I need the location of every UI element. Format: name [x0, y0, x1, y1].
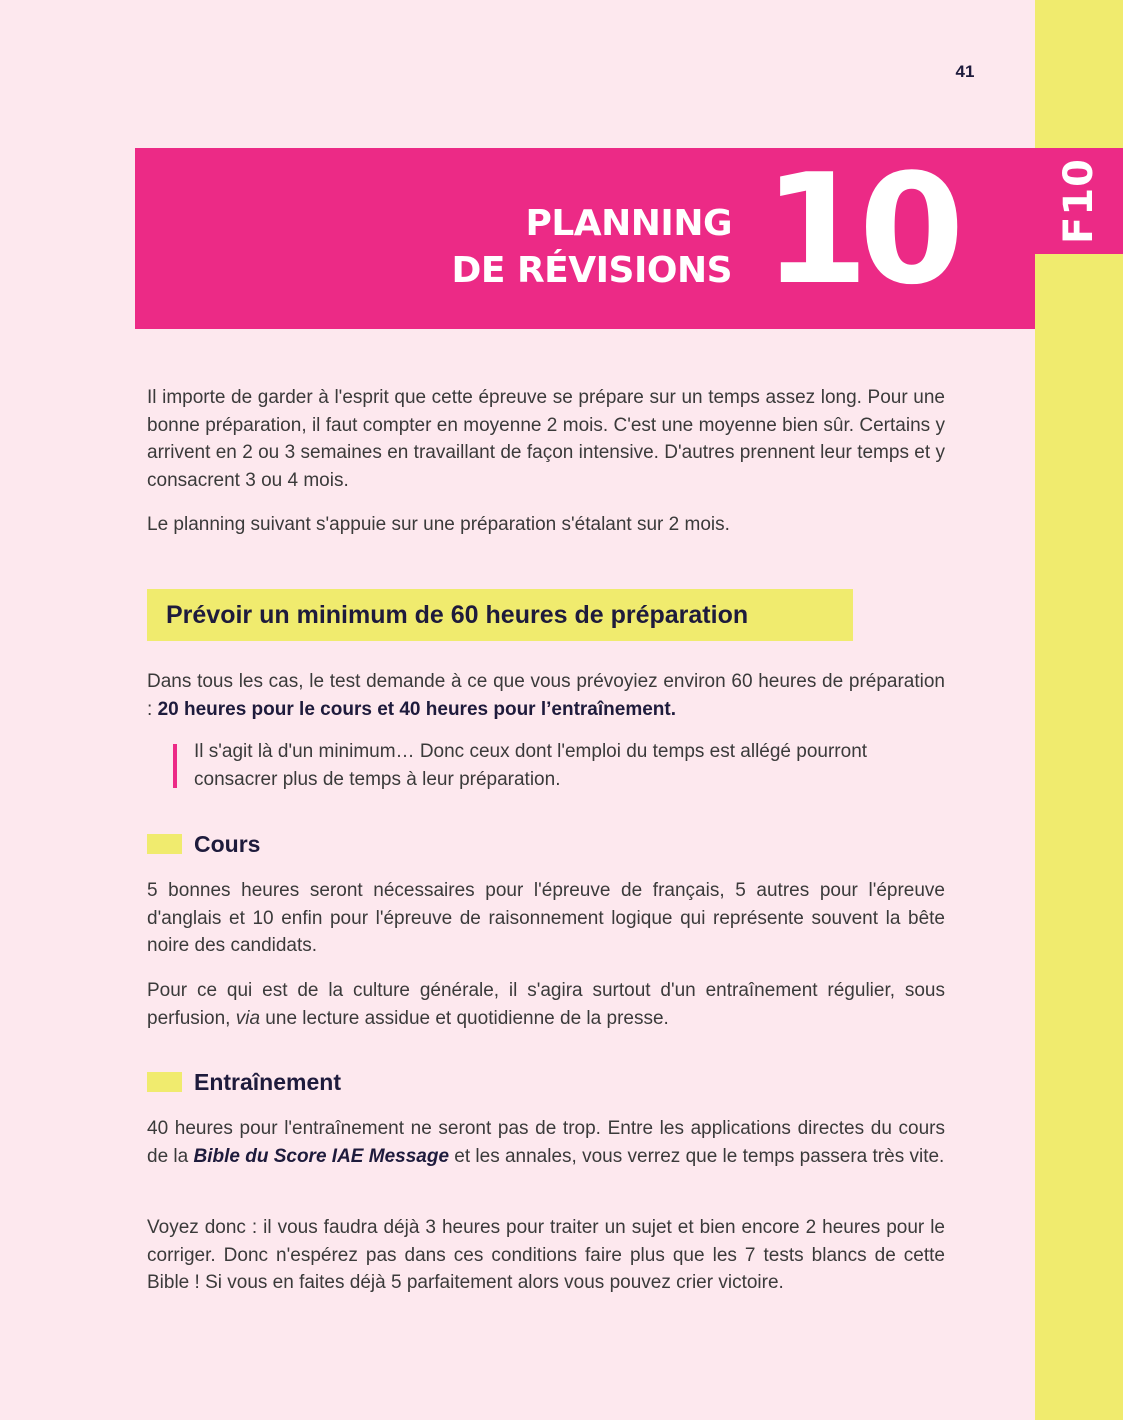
chapter-title-line-1: PLANNING: [525, 203, 732, 244]
chapter-tab: [1035, 148, 1123, 254]
entrainement-heading: Entraînement: [194, 1069, 341, 1095]
entrainement-paragraph: [147, 1115, 945, 1170]
section-paragraph: [147, 668, 945, 723]
cours-paragraph-2-end: une lecture assidue et quotidienne de la presse.: [260, 1007, 669, 1029]
entrainement-subheading: [147, 1067, 547, 1097]
cours-paragraph-2-italic: via: [235, 1007, 261, 1029]
entrainement-paragraph-end: et les annales, vous verrez que le temps passera très vite.: [449, 1145, 945, 1167]
chapter-number: 10: [763, 141, 955, 318]
cours-heading: Cours: [194, 831, 261, 857]
chapter-title-banner: [135, 141, 1035, 329]
entrainement-marker: [147, 1072, 182, 1092]
chapter-tab-label: F10: [1056, 158, 1102, 244]
cours-subheading: [147, 829, 547, 859]
cours-paragraph-2: [147, 977, 945, 1032]
note-bar: [173, 744, 177, 788]
entrainement-paragraph-start: 40 heures pour l'entraînement ne seront pas de trop. Entre les applications directes du cours de la: [147, 1118, 945, 1167]
intro-paragraph-2: Le planning suivant s'appuie sur une préparation s'étalant sur 2 mois.: [147, 514, 730, 535]
note-text: Il s'agit là d'un minimum… Donc ceux dont l'emploi du temps est allégé pourront consacrer plus de temps à leur préparation.: [194, 741, 868, 790]
page-number: 41: [955, 62, 975, 81]
section-paragraph-emphasis: 20 heures pour le cours et 40 heures pour l’entraînement.: [157, 698, 676, 720]
book-title: Bible du Score IAE Message: [193, 1145, 450, 1167]
cours-paragraph-2-start: Pour ce qui est de la culture générale, il s'agira surtout d'un entraînement régulier, sous perfusion,: [147, 980, 945, 1029]
entrainement-paragraph-2: Voyez donc : il vous faudra déjà 3 heures pour traiter un sujet et bien encore 2 heures pour le corriger. Donc n'espérez pas dans ces conditions faire plus que les 7 tests blancs de cette Bible ! Si vous en faites déjà 5 parfaitement alors vous pouvez crier victoire.: [147, 1217, 945, 1293]
intro-paragraph: Il importe de garder à l'esprit que cette épreuve se prépare sur un temps assez long. Pour une bonne préparation, il faut compter en moyenne 2 mois. C'est une moyenne bien sûr. Certains y arrivent en 2 ou 3 semaines en travaillant de façon intensive. D'autres prennent leur temps et y consacrent 3 ou 4 mois.: [147, 387, 945, 491]
note-callout: [173, 738, 945, 792]
section-paragraph-text: Dans tous les cas, le test demande à ce que vous prévoyiez environ 60 heures de préparation :: [147, 671, 945, 720]
cours-marker: [147, 834, 182, 854]
chapter-title: [451, 200, 732, 294]
section-heading: Prévoir un minimum de 60 heures de préparation: [166, 601, 749, 629]
chapter-title-line-2: DE RÉVISIONS: [451, 250, 732, 291]
cours-paragraph: 5 bonnes heures seront nécessaires pour l'épreuve de français, 5 autres pour l'épreuve d'anglais et 10 enfin pour l'épreuve de raisonnement logique qui représente souvent la bête noire des candidats.: [147, 880, 945, 956]
section-heading-box: [147, 589, 853, 641]
